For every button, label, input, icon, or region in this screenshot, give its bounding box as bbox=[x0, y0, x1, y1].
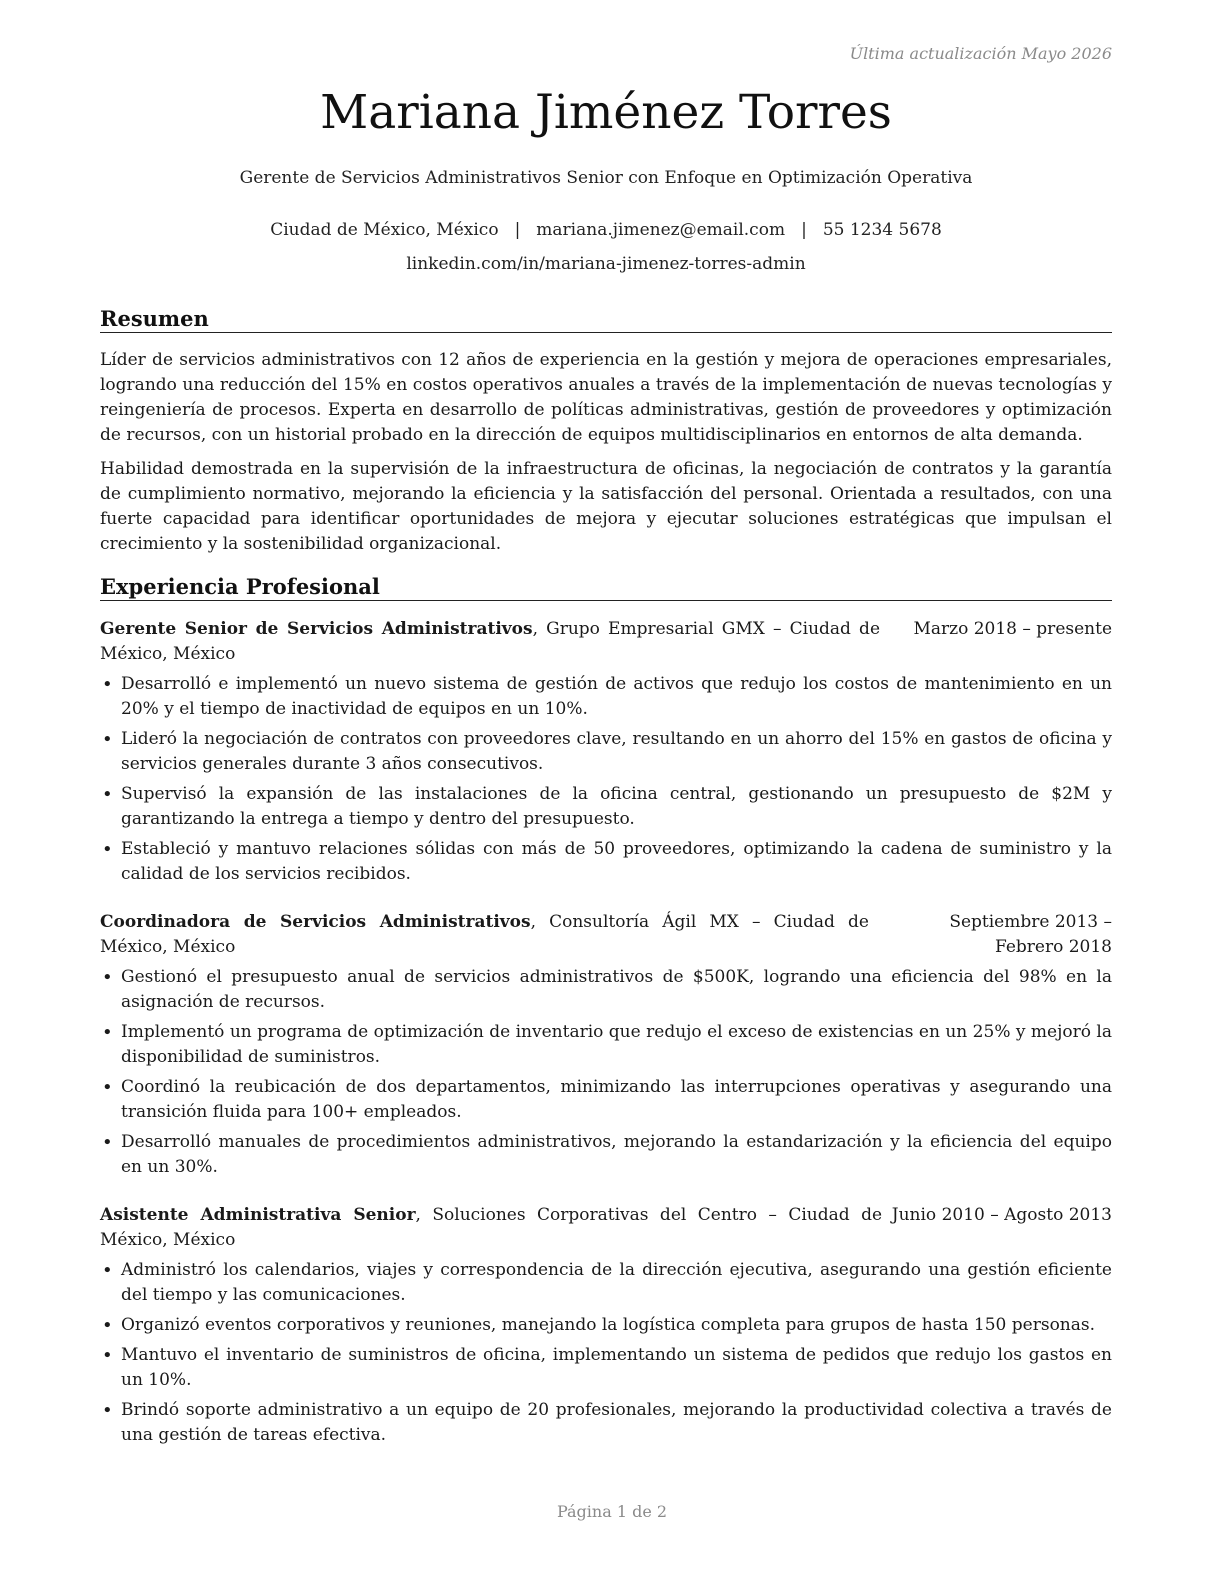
job-bullet: • Administró los calendarios, viajes y correspondencia de la dirección ejecutiva, asegurando una gestión eficiente del tiempo y las comunicaciones. bbox=[100, 1258, 1112, 1308]
job-dates: Marzo 2018 – presente bbox=[913, 619, 1112, 639]
candidate-name: Mariana Jiménez Torres bbox=[320, 85, 892, 140]
contact-separator: | bbox=[801, 220, 807, 240]
job-bullet: • Mantuvo el inventario de suministros de oficina, implementando un sistema de pedidos que redujo los gastos en un 10%. bbox=[100, 1343, 1112, 1393]
job-entry bbox=[100, 910, 1112, 1185]
job-bullets bbox=[100, 672, 1112, 887]
contact-line bbox=[100, 220, 1112, 240]
job-bullet: • Desarrolló e implementó un nuevo sistema de gestión de activos que redujo los costos de mantenimiento en un 20% y el tiempo de inactividad de equipos en un 10%. bbox=[100, 672, 1112, 722]
linkedin-link[interactable]: linkedin.com/in/mariana-jimenez-torres-admin bbox=[406, 254, 806, 274]
job-bullet: • Implementó un programa de optimización de inventario que redujo el exceso de existencias en un 25% y mejoró la disponibilidad de suministros. bbox=[100, 1020, 1112, 1070]
job-entry bbox=[100, 617, 1112, 892]
job-bullet: • Lideró la negociación de contratos con proveedores clave, resultando en un ahorro del 15% en gastos de oficina y servicios generales durante 3 años consecutivos. bbox=[100, 727, 1112, 777]
contact-separator: | bbox=[514, 220, 521, 240]
job-role: Coordinadora de Servicios Administrativos bbox=[100, 912, 531, 932]
job-title-line bbox=[100, 1203, 882, 1253]
job-bullet: • Desarrolló manuales de procedimientos administrativos, mejorando la estandarización y la eficiencia del equipo en un 30%. bbox=[100, 1130, 1112, 1180]
job-bullets bbox=[100, 1258, 1112, 1448]
summary-paragraph: Habilidad demostrada en la supervisión de la infraestructura de oficinas, la negociación de contratos y la garantía de cumplimiento normativo, mejorando la eficiencia y la satisfacción del personal. Orientada a resultados, con una fuerte capacidad para identificar oportunidades de mejora y ejecutar soluciones estratégicas que impulsan el crecimiento y la sostenibilidad organizacional. bbox=[100, 459, 1112, 554]
last-updated: Última actualización Mayo 2026 bbox=[849, 44, 1112, 63]
job-bullet: • Organizó eventos corporativos y reuniones, manejando la logística completa para grupos de hasta 150 personas. bbox=[100, 1313, 1112, 1338]
job-title-line bbox=[100, 910, 869, 960]
job-role: Gerente Senior de Servicios Administrativos bbox=[100, 619, 533, 639]
job-bullet: • Brindó soporte administrativo a un equipo de 20 profesionales, mejorando la productividad colectiva a través de una gestión de tareas efectiva. bbox=[100, 1398, 1112, 1448]
summary-heading: Resumen bbox=[100, 306, 1112, 333]
job-title-line bbox=[100, 617, 880, 667]
experience-heading: Experiencia Profesional bbox=[100, 574, 1112, 601]
job-dates: Septiembre 2013 – Febrero 2018 bbox=[949, 912, 1112, 957]
phone: 55 1234 5678 bbox=[822, 220, 942, 240]
page-number: Página 1 de 2 bbox=[556, 1502, 668, 1521]
job-bullets bbox=[100, 965, 1112, 1180]
job-company: , Soluciones Corporativas del Centro – Ciudad de México, México bbox=[100, 1205, 883, 1250]
professional-headline: Gerente de Servicios Administrativos Senior con Enfoque en Optimización Operativa bbox=[239, 168, 973, 188]
job-bullet: • Gestionó el presupuesto anual de servicios administrativos de $500K, logrando una eficiencia del 98% en la asignación de recursos. bbox=[100, 965, 1112, 1015]
location: Ciudad de México, México bbox=[270, 220, 499, 240]
job-header bbox=[100, 1203, 1112, 1253]
job-dates: Junio 2010 – Agosto 2013 bbox=[891, 1205, 1112, 1225]
job-bullet: • Estableció y mantuvo relaciones sólidas con más de 50 proveedores, optimizando la cadena de suministro y la calidad de los servicios recibidos. bbox=[100, 837, 1112, 887]
job-company: , Grupo Empresarial GMX – Ciudad de México, México bbox=[100, 619, 880, 664]
email[interactable]: mariana.jimenez@email.com bbox=[536, 220, 786, 240]
job-header bbox=[100, 617, 1112, 667]
job-header bbox=[100, 910, 1112, 960]
job-bullet: • Supervisó la expansión de las instalaciones de la oficina central, gestionando un presupuesto de $2M y garantizando la entrega a tiempo y dentro del presupuesto. bbox=[100, 782, 1112, 832]
summary-paragraph: Líder de servicios administrativos con 12 años de experiencia en la gestión y mejora de operaciones empresariales, logrando una reducción del 15% en costos operativos anuales a través de la implementación de nuevas tecnologías y reingeniería de procesos. Experta en desarrollo de políticas administrativas, gestión de proveedores y optimización de recursos, con un historial probado en la dirección de equipos multidisciplinarios en entornos de alta demanda. bbox=[100, 350, 1112, 445]
job-bullet: • Coordinó la reubicación de dos departamentos, minimizando las interrupciones operativas y asegurando una transición fluida para 100+ empleados. bbox=[100, 1075, 1112, 1125]
job-company: , Consultoría Ágil MX – Ciudad de México, México bbox=[100, 912, 869, 957]
job-entry bbox=[100, 1203, 1112, 1453]
job-role: Asistente Administrativa Senior bbox=[100, 1205, 416, 1225]
